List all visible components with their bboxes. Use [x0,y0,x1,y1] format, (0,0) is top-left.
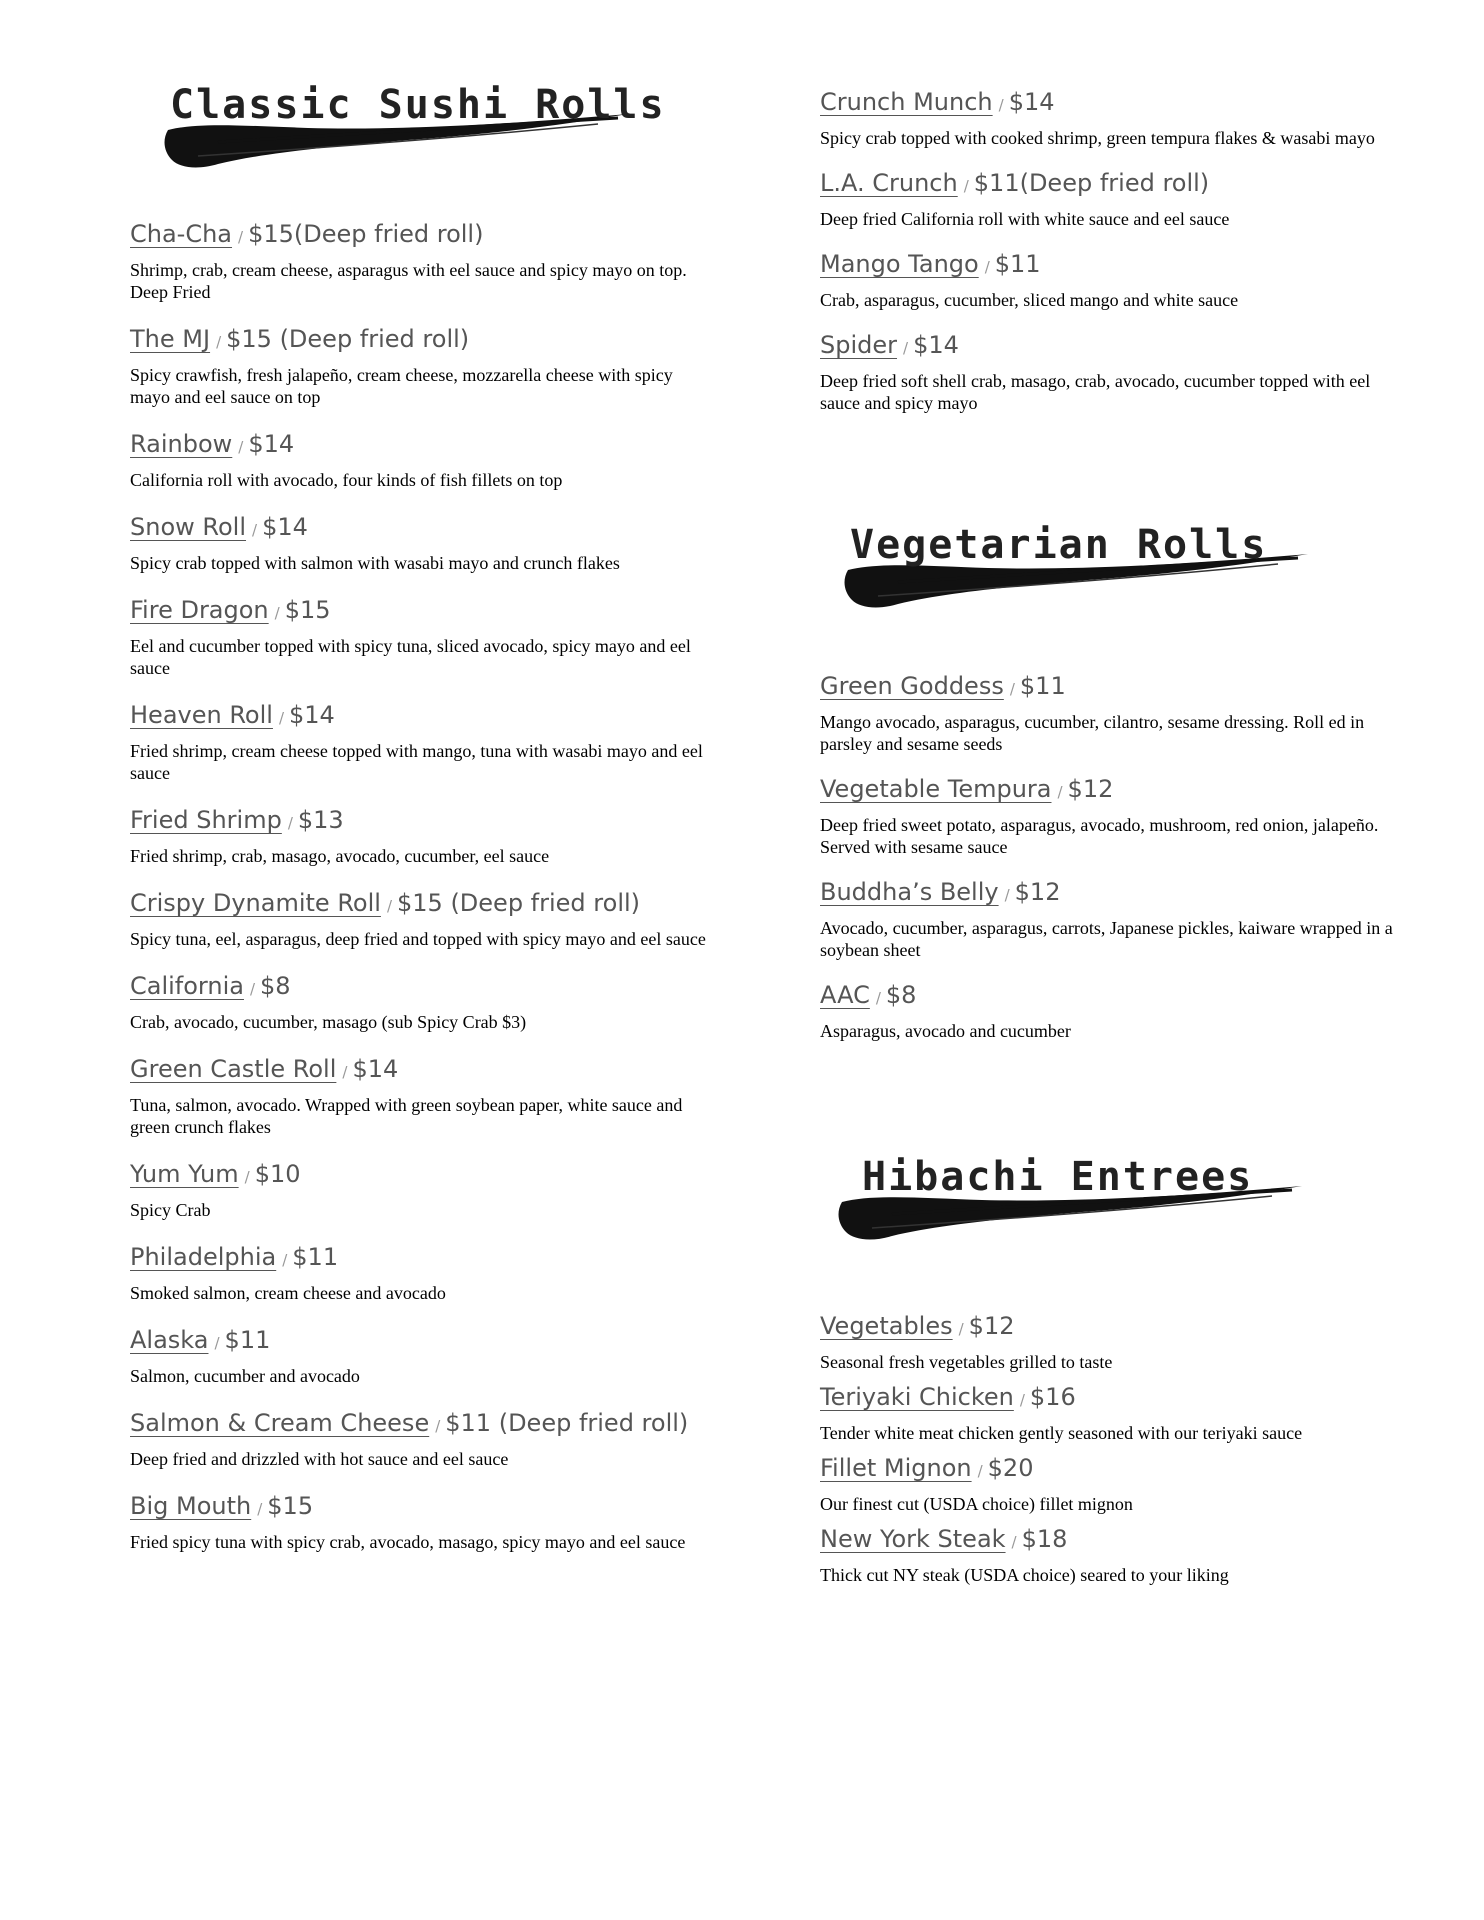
menu-item-heading [820,246,1400,285]
menu-item-description: Tender white meat chicken gently seasoned with our teriyaki sauce [820,1423,1303,1443]
menu-item [820,874,1400,961]
menu-item-heading [820,1450,1400,1489]
left-column [130,82,710,1571]
menu-item-separator: / [963,177,969,195]
menu-item [130,509,710,574]
menu-item-price: $11 [224,1326,271,1354]
menu-item-price: $11 [994,250,1041,278]
menu-item-heading [130,802,710,841]
classic-rolls-list [130,216,710,1553]
vegetarian-rolls-heading [850,522,1400,634]
menu-item-name: Green Castle Roll [130,1055,337,1083]
menu-item-description: Shrimp, crab, cream cheese, asparagus with eel sauce and spicy mayo on top. Deep Fried [130,260,687,302]
menu-item-description: Our finest cut (USDA choice) fillet mignon [820,1494,1133,1514]
menu-item-description: Asparagus, avocado and cucumber [820,1021,1071,1041]
menu-item-heading [820,874,1400,913]
menu-item-price: $15 (Deep fried roll) [397,889,641,917]
menu-item-price: $14 [248,430,295,458]
classic-sushi-rolls-heading [170,82,710,190]
menu-item-description: Deep fried soft shell crab, masago, crab, avocado, cucumber topped with eel sauce and spicy mayo [820,371,1371,413]
menu-item-heading [820,771,1400,810]
menu-item-description: Deep fried and drizzled with hot sauce and eel sauce [130,1449,509,1469]
hibachi-entrees-list [820,1308,1400,1586]
menu-item-price: $12 [968,1312,1015,1340]
menu-item [820,327,1400,414]
menu-item-heading [130,968,710,1007]
menu-item-name: Fillet Mignon [820,1454,972,1482]
menu-item-price: $15(Deep fried roll) [248,220,484,248]
menu-item-name: Yum Yum [130,1160,239,1188]
menu-item-price: $15 [284,596,331,624]
menu-item-name: Rainbow [130,430,233,458]
menu-item-description: Spicy crawfish, fresh jalapeño, cream cheese, mozzarella cheese with spicy mayo and eel sauce on top [130,365,673,407]
menu-item-description: California roll with avocado, four kinds of fish fillets on top [130,470,563,490]
menu-item-name: Buddha’s Belly [820,878,999,906]
menu-item-description: Spicy Crab [130,1200,211,1220]
menu-item-price: $11 (Deep fried roll) [445,1409,689,1437]
menu-item-price: $14 [1008,88,1055,116]
menu-item-description: Seasonal fresh vegetables grilled to taste [820,1352,1113,1372]
menu-item-description: Thick cut NY steak (USDA choice) seared to your liking [820,1565,1229,1585]
menu-item-separator: / [287,814,293,832]
menu-item-heading [820,668,1400,707]
menu-item [820,1379,1400,1444]
menu-item-heading [130,509,710,548]
menu-item-name: Vegetables [820,1312,953,1340]
menu-item-price: $13 [297,806,344,834]
section-title: Classic Sushi Rolls [170,82,666,128]
menu-item-name: Salmon & Cream Cheese [130,1409,430,1437]
menu-item-separator: / [252,521,258,539]
menu-item-heading [820,165,1400,204]
menu-item [130,216,710,303]
menu-item [820,771,1400,858]
menu-item-separator: / [216,333,222,351]
menu-item-separator: / [386,897,392,915]
menu-item-price: $20 [987,1454,1034,1482]
menu-item-price: $11(Deep fried roll) [973,169,1210,197]
right-column [820,84,1400,1592]
menu-item-separator: / [257,1500,263,1518]
menu-item-heading [820,1379,1400,1418]
menu-item-name: Vegetable Tempura [820,775,1052,803]
menu-item-price: $14 [262,513,308,541]
menu-item [130,1405,710,1470]
menu-item-separator: / [958,1320,964,1338]
menu-item-heading [820,977,1400,1016]
menu-item-name: California [130,972,244,1000]
menu-item-price: $16 [1029,1383,1076,1411]
menu-item-name: Teriyaki Chicken [820,1383,1014,1411]
menu-item-description: Crab, asparagus, cucumber, sliced mango and white sauce [820,290,1239,310]
menu-item-separator: / [214,1334,220,1352]
menu-item [820,84,1400,149]
menu-item-description: Salmon, cucumber and avocado [130,1366,360,1386]
menu-item [130,321,710,408]
menu-item [130,968,710,1033]
menu-item-heading [130,592,710,631]
menu-item-price: $10 [254,1160,301,1188]
classic-rolls-continued-list [820,84,1400,414]
menu-item-name: The MJ [130,325,211,353]
menu-item-separator: / [249,980,256,998]
menu-item [820,1308,1400,1373]
menu-item-heading [820,1521,1400,1560]
menu-item-heading [130,1322,710,1361]
menu-item-name: Philadelphia [130,1243,277,1271]
menu-item-price: $15 [267,1492,314,1520]
menu-item-name: Spider [820,331,898,359]
menu-item-name: Snow Roll [130,513,247,541]
menu-item-name: L.A. Crunch [820,169,958,197]
menu-item-description: Spicy tuna, eel, asparagus, deep fried and topped with spicy mayo and eel sauce [130,929,706,949]
menu-item-description: Eel and cucumber topped with spicy tuna, sliced avocado, spicy mayo and eel sauce [130,636,691,678]
menu-item-price: $11 [1019,672,1066,700]
menu-item-name: Green Goddess [820,672,1004,700]
menu-item-description: Fried shrimp, crab, masago, avocado, cucumber, eel sauce [130,846,550,866]
menu-item-price: $8 [885,981,917,1009]
menu-item-name: Fire Dragon [130,596,269,624]
menu-item-heading [130,426,710,465]
section-title: Vegetarian Rolls [850,522,1268,568]
menu-item-heading [130,1405,710,1444]
menu-item-name: AAC [820,981,870,1009]
menu-item [820,1521,1400,1586]
menu-item-separator: / [244,1168,250,1186]
menu-item-separator: / [282,1251,288,1269]
menu-item-heading [130,885,710,924]
menu-item-description: Deep fried sweet potato, asparagus, avocado, mushroom, red onion, jalapeño. Served with sesame sauce [820,815,1379,857]
menu-item-separator: / [342,1063,348,1081]
menu-item-name: Heaven Roll [130,701,273,729]
menu-item-description: Spicy crab topped with salmon with wasabi mayo and crunch flakes [130,553,620,573]
menu-item-description: Smoked salmon, cream cheese and avocado [130,1283,446,1303]
menu-item-heading [130,216,710,255]
menu-item [130,1488,710,1553]
menu-item-separator: / [903,339,909,357]
menu-item-description: Tuna, salmon, avocado. Wrapped with green soybean paper, white sauce and green crunch flakes [130,1095,683,1137]
menu-item-price: $12 [1067,775,1114,803]
menu-item [820,246,1400,311]
menu-item-separator: / [998,96,1004,114]
menu-item-price: $8 [260,972,291,1000]
menu-item-separator: / [1004,886,1010,904]
menu-item-name: Big Mouth [130,1492,252,1520]
menu-item-name: Crunch Munch [820,88,993,116]
menu-item-separator: / [278,709,285,727]
menu-item [130,426,710,491]
menu-item-separator: / [238,438,244,456]
menu-item-separator: / [435,1417,441,1435]
menu-item-separator: / [1057,783,1063,801]
menu-item-description: Fried shrimp, cream cheese topped with mango, tuna with wasabi mayo and eel sauce [130,741,703,783]
menu-item-heading [130,321,710,360]
menu-item-heading [130,1239,710,1278]
menu-item-name: New York Steak [820,1525,1006,1553]
menu-item-separator: / [1011,1533,1017,1551]
menu-item-description: Mango avocado, asparagus, cucumber, cilantro, sesame dressing. Roll ed in parsley and sesame seeds [820,712,1365,754]
menu-item-name: Crispy Dynamite Roll [130,889,381,917]
menu-item-price: $14 [289,701,335,729]
menu-item-description: Avocado, cucumber, asparagus, carrots, Japanese pickles, kaiware wrapped in a soybean sheet [820,918,1393,960]
section-title: Hibachi Entrees [862,1154,1254,1200]
menu-item-heading [820,327,1400,366]
menu-item-heading [820,1308,1400,1347]
menu-item-separator: / [274,604,280,622]
vegetarian-rolls-list [820,668,1400,1042]
menu-item [820,977,1400,1042]
menu-item [130,697,710,784]
menu-item-price: $14 [352,1055,399,1083]
menu-item-separator: / [875,989,881,1007]
menu-item-price: $11 [292,1243,339,1271]
menu-item-price: $15 (Deep fried roll) [226,325,470,353]
menu-item [130,1156,710,1221]
menu-item-name: Alaska [130,1326,209,1354]
menu-item-heading [130,1051,710,1090]
menu-item-separator: / [1019,1391,1025,1409]
menu-item [130,802,710,867]
menu-item-name: Cha-Cha [130,220,233,248]
hibachi-entrees-heading [862,1154,1400,1266]
menu-item-description: Spicy crab topped with cooked shrimp, green tempura flakes & wasabi mayo [820,128,1375,148]
menu-item [130,1322,710,1387]
menu-item-heading [820,84,1400,123]
menu-item-separator: / [984,258,990,276]
menu-item-heading [130,1488,710,1527]
menu-item-price: $14 [913,331,959,359]
menu-item-description: Crab, avocado, cucumber, masago (sub Spicy Crab $3) [130,1012,527,1032]
menu-item [820,1450,1400,1515]
menu-item-separator: / [977,1462,983,1480]
menu-item-separator: / [238,228,244,246]
menu-item [820,668,1400,755]
menu-item [130,885,710,950]
menu-item-price: $12 [1014,878,1061,906]
menu-item-separator: / [1009,680,1015,698]
menu-item-name: Mango Tango [820,250,979,278]
menu-item [130,592,710,679]
menu-item-name: Fried Shrimp [130,806,282,834]
menu-item-price: $18 [1021,1525,1068,1553]
menu-item-heading [130,697,710,736]
menu-item-heading [130,1156,710,1195]
menu-item [820,165,1400,230]
menu-item [130,1239,710,1304]
menu-item [130,1051,710,1138]
menu-item-description: Deep fried California roll with white sauce and eel sauce [820,209,1230,229]
menu-item-description: Fried spicy tuna with spicy crab, avocado, masago, spicy mayo and eel sauce [130,1532,686,1552]
